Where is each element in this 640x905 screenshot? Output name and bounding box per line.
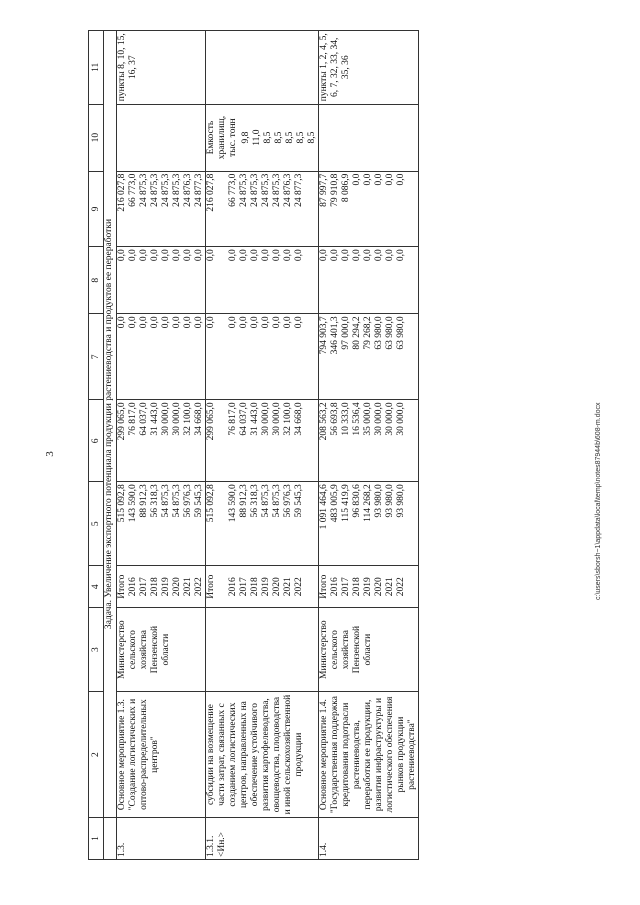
- row-col7-value: 63 980,0: [374, 316, 384, 350]
- row-col9-value: 66 773,0: [228, 173, 238, 207]
- row-col8: [206, 247, 319, 314]
- row-col9-value: 24 876,3: [283, 173, 293, 207]
- row-col9-value: 24 875,3: [161, 173, 171, 207]
- indicator-value: 8,5: [285, 131, 295, 144]
- row-points: пункты 8, 10, 15, 16, 37: [117, 31, 206, 105]
- row-col7-value: 0,0: [206, 316, 216, 329]
- row-col8-value: 0,0: [128, 249, 138, 262]
- row-col8-value: 0,0: [341, 249, 351, 262]
- row-years-value: 2021: [385, 577, 395, 597]
- row-col7-value: 346 401,3: [330, 316, 340, 355]
- row-col9-value: 66 773,0: [128, 173, 138, 207]
- row-years-value: 2019: [363, 577, 373, 597]
- header-col-3: 3: [89, 608, 104, 692]
- row-total-funding: [206, 482, 319, 566]
- row-col7-value: 0,0: [294, 316, 304, 329]
- row-col7: [117, 314, 206, 400]
- row-col7-value: 0,0: [161, 316, 171, 329]
- row-col7-value: 794 903,7: [319, 316, 329, 355]
- row-col6-value: 208 563,2: [319, 402, 329, 441]
- row-col9-value: 24 875,3: [150, 173, 160, 207]
- row-col7-value: 63 980,0: [396, 316, 406, 350]
- row-col7-value: [217, 316, 228, 397]
- task-empty-col: [104, 818, 117, 860]
- indicator-value: 8,5: [274, 131, 284, 144]
- row-total-funding-value: 56 318,3: [250, 484, 260, 518]
- header-col-2: 2: [89, 692, 104, 818]
- row-col8-value: 0,0: [206, 249, 216, 262]
- row-col7: [206, 314, 319, 400]
- row-col8-value: 0,0: [183, 249, 193, 262]
- row-years-value: 2020: [374, 577, 384, 597]
- row-total-funding-value: 59 545,3: [194, 484, 204, 518]
- task-row: [104, 31, 117, 860]
- header-col-6: 6: [89, 400, 104, 482]
- row-number: 1.3.: [117, 818, 206, 860]
- row-col7-value: 0,0: [128, 316, 138, 329]
- row-total-funding-value: 483 005,9: [330, 484, 340, 523]
- row-col9: [206, 171, 319, 247]
- row-col6-value: 299 065,0: [206, 402, 216, 441]
- footer-path: c:\users\sborsh~1\appdata\local\temp\notes87944b\608-m.docx: [595, 402, 602, 600]
- row-col7-value: 0,0: [117, 316, 127, 329]
- table-row: [206, 31, 319, 860]
- row-col9-value: 24 876,3: [183, 173, 193, 207]
- row-col7-value: 0,0: [139, 316, 149, 329]
- row-col10: [319, 104, 419, 171]
- row-years-value: 2021: [183, 577, 193, 597]
- indicator-value: 8,5: [263, 131, 273, 144]
- row-years-value: 2017: [341, 577, 351, 597]
- row-col8-value: 0,0: [117, 249, 127, 262]
- indicator-value: 9,8: [241, 131, 251, 144]
- row-total-funding-value: 96 830,6: [352, 484, 362, 518]
- row-col9-value: [217, 174, 228, 245]
- row-col8-value: 0,0: [150, 249, 160, 262]
- row-points: пункты 1, 2, 4, 5, 6, 7, 32, 33, 34, 35, 36: [319, 31, 419, 105]
- row-col9-value: 0,0: [374, 173, 384, 186]
- row-name: Основное мероприятие 1.4. "Государственная поддержка кредитования подотрасли растениеводства, переработки ее продукции, развития инфраструктуры и логистического обеспечения рынков продукции растениеводства": [319, 692, 419, 818]
- row-col8-value: 0,0: [385, 249, 395, 262]
- row-years-value: 2019: [261, 577, 271, 597]
- header-col-5: 5: [89, 482, 104, 566]
- row-col8-value: 0,0: [261, 249, 271, 262]
- row-col9-value: 24 875,3: [172, 173, 182, 207]
- row-years-value: Итого: [206, 574, 216, 599]
- rotated-table-wrapper: [88, 30, 633, 860]
- indicator-value: 8,5: [296, 131, 306, 144]
- row-col7-value: 0,0: [239, 316, 249, 329]
- row-total-funding-value: 93 980,0: [396, 484, 406, 518]
- row-total-funding-value: 93 980,0: [385, 484, 395, 518]
- row-col6-value: 31 443,0: [150, 402, 160, 436]
- row-col6-value: 64 037,0: [139, 402, 149, 436]
- row-name: Основное мероприятие 1.3. "Создание логистических и оптово-распределительных центров": [117, 692, 206, 818]
- row-col7-value: 0,0: [272, 316, 282, 329]
- row-col7-value: 0,0: [150, 316, 160, 329]
- row-col10: [117, 104, 206, 171]
- row-col8-value: 0,0: [161, 249, 171, 262]
- row-col6-value: 35 000,0: [363, 402, 373, 436]
- row-col6-value: 56 693,8: [330, 402, 340, 436]
- row-col7-value: 97 000,0: [341, 316, 351, 350]
- row-years-value: Итого: [117, 574, 127, 599]
- row-col6-value: 32 100,0: [183, 402, 193, 436]
- row-number: 1.4.: [319, 818, 419, 860]
- row-col7: [319, 314, 419, 400]
- header-col-7: 7: [89, 314, 104, 400]
- row-total-funding-value: 56 976,3: [283, 484, 293, 518]
- row-col6-value: 30 000,0: [161, 402, 171, 436]
- row-col6-value: 10 333,0: [341, 402, 351, 436]
- row-years-value: 2018: [250, 577, 260, 597]
- row-total-funding-value: 54 875,3: [261, 484, 271, 518]
- row-col6-value: 76 817,0: [128, 402, 138, 436]
- row-col9-value: 0,0: [352, 173, 362, 186]
- row-col7-value: 0,0: [283, 316, 293, 329]
- row-total-funding: [117, 482, 206, 566]
- row-years-value: 2020: [272, 577, 282, 597]
- row-col9-value: 24 875,3: [239, 173, 249, 207]
- row-col8-value: 0,0: [396, 249, 406, 262]
- row-years-value: 2019: [161, 577, 171, 597]
- row-number: 1.3.1. <Ин.>: [206, 818, 319, 860]
- header-col-4: 4: [89, 566, 104, 608]
- row-total-funding-value: 1 091 464,6: [319, 484, 329, 530]
- row-col6-value: 30 000,0: [374, 402, 384, 436]
- row-total-funding-value: 56 318,3: [150, 484, 160, 518]
- row-col9-value: 0,0: [396, 173, 406, 186]
- header-col-9: 9: [89, 171, 104, 247]
- row-col6-value: 30 000,0: [272, 402, 282, 436]
- row-years-value: [217, 568, 228, 605]
- row-total-funding-value: 88 912,3: [239, 484, 249, 518]
- row-years-value: 2016: [228, 577, 238, 597]
- row-col8-value: 0,0: [139, 249, 149, 262]
- row-col8-value: 0,0: [239, 249, 249, 262]
- row-col7-value: 80 294,2: [352, 316, 362, 350]
- row-col8-value: 0,0: [228, 249, 238, 262]
- row-executor: Министерство сельского хозяйства Пензенской области: [117, 608, 206, 692]
- task-title: Задача. Увеличение экспортного потенциала продукции растениеводства и продуктов ее переработки: [104, 31, 117, 818]
- row-total-funding-value: 115 419,9: [341, 484, 351, 522]
- row-total-funding-value: [217, 484, 228, 563]
- row-col6-value: 30 000,0: [172, 402, 182, 436]
- row-col9-value: 216 027,8: [206, 173, 216, 212]
- row-col6-value: 30 000,0: [396, 402, 406, 436]
- row-years: [206, 566, 319, 608]
- row-years-value: 2016: [128, 577, 138, 597]
- row-years-value: 2018: [150, 577, 160, 597]
- row-col9-value: 24 875,3: [250, 173, 260, 207]
- page-number: 3: [43, 451, 56, 457]
- row-years-value: 2017: [139, 577, 149, 597]
- row-col6-value: 16 536,4: [352, 402, 362, 436]
- row-col9-value: 24 877,3: [294, 173, 304, 207]
- row-col8-value: 0,0: [194, 249, 204, 262]
- row-total-funding-value: 114 268,2: [363, 484, 373, 522]
- row-total-funding-value: 515 092,8: [206, 484, 216, 523]
- row-col9-value: 0,0: [385, 173, 395, 186]
- row-total-funding-value: 56 976,3: [183, 484, 193, 518]
- row-col9-value: 79 910,8: [330, 173, 340, 207]
- row-total-funding-value: 143 590,0: [128, 484, 138, 523]
- row-col9-value: 216 027,8: [117, 173, 127, 212]
- header-col-8: 8: [89, 247, 104, 314]
- row-total-funding-value: 515 092,8: [117, 484, 127, 523]
- row-col9: [117, 171, 206, 247]
- indicator-value: 11,0: [252, 129, 262, 146]
- row-years-value: 2016: [330, 577, 340, 597]
- row-years: [319, 566, 419, 608]
- row-points: [206, 31, 319, 105]
- row-col6-value: 31 443,0: [250, 402, 260, 436]
- row-col8-value: 0,0: [294, 249, 304, 262]
- table-row: [117, 31, 206, 860]
- row-col7-value: 0,0: [183, 316, 193, 329]
- row-col6: [319, 400, 419, 482]
- row-years-value: 2018: [352, 577, 362, 597]
- row-total-funding-value: 93 980,0: [374, 484, 384, 518]
- row-col9-value: 24 877,3: [194, 173, 204, 207]
- row-name: субсидии на возмещение части затрат, связанных с созданием логистических центров, направленных на обеспечение устойчивого развития картофелеводства, овощеводства, плодоводства и иной сельскохозяйственной продукции: [206, 692, 319, 818]
- row-col8-value: 0,0: [319, 249, 329, 262]
- row-years-value: 2020: [172, 577, 182, 597]
- header-col-11: 11: [89, 31, 104, 105]
- row-col9-value: 24 875,3: [139, 173, 149, 207]
- row-col6-value: 30 000,0: [385, 402, 395, 436]
- row-col7-value: 0,0: [250, 316, 260, 329]
- header-col-10: 10: [89, 104, 104, 171]
- header-row: [89, 31, 104, 860]
- row-total-funding-value: 54 875,3: [172, 484, 182, 518]
- row-col9-value: 87 997,7: [319, 173, 329, 207]
- row-col6: [206, 400, 319, 482]
- row-col7-value: 63 980,0: [385, 316, 395, 350]
- row-col6-value: 299 065,0: [117, 402, 127, 441]
- row-total-funding: [319, 482, 419, 566]
- row-col6-value: 30 000,0: [261, 402, 271, 436]
- row-col9-value: 24 875,3: [272, 173, 282, 207]
- row-col6-value: 32 100,0: [283, 402, 293, 436]
- row-col8: [117, 247, 206, 314]
- row-col8-value: 0,0: [283, 249, 293, 262]
- row-col8: [319, 247, 419, 314]
- indicator-value: 8,5: [307, 131, 317, 144]
- row-col9-value: 8 086,9: [341, 173, 351, 203]
- row-col6-value: 64 037,0: [239, 402, 249, 436]
- row-executor: [206, 608, 319, 692]
- row-years-value: 2021: [283, 577, 293, 597]
- row-col10: [206, 104, 319, 171]
- row-years: [117, 566, 206, 608]
- row-col6-value: [217, 402, 228, 479]
- row-col7-value: 0,0: [261, 316, 271, 329]
- row-col8-value: 0,0: [272, 249, 282, 262]
- indicator-label: Емкость хранилищ, тыс. тонн: [206, 115, 238, 160]
- row-col8-value: 0,0: [330, 249, 340, 262]
- row-total-funding-value: 59 545,3: [294, 484, 304, 518]
- row-years-value: Итого: [319, 574, 329, 599]
- row-col9-value: 0,0: [363, 173, 373, 186]
- row-col6: [117, 400, 206, 482]
- row-years-value: 2022: [294, 577, 304, 597]
- row-col8-value: 0,0: [374, 249, 384, 262]
- program-table: [88, 30, 419, 860]
- row-total-funding-value: 143 590,0: [228, 484, 238, 523]
- row-col7-value: 0,0: [172, 316, 182, 329]
- row-years-value: 2022: [396, 577, 406, 597]
- row-col9-value: 24 875,3: [261, 173, 271, 207]
- table-row: [319, 31, 419, 860]
- row-col8-value: 0,0: [363, 249, 373, 262]
- row-col8-value: 0,0: [250, 249, 260, 262]
- row-years-value: 2017: [239, 577, 249, 597]
- row-executor: Министерство сельского хозяйства Пензенской области: [319, 608, 419, 692]
- row-col9: [319, 171, 419, 247]
- row-col8-value: 0,0: [352, 249, 362, 262]
- row-col7-value: 0,0: [194, 316, 204, 329]
- row-col8-value: 0,0: [172, 249, 182, 262]
- row-col6-value: 34 668,0: [194, 402, 204, 436]
- row-col6-value: 34 668,0: [294, 402, 304, 436]
- row-total-funding-value: 54 875,3: [272, 484, 282, 518]
- row-col8-value: [217, 249, 228, 311]
- row-years-value: 2022: [194, 577, 204, 597]
- header-col-1: 1: [89, 818, 104, 860]
- row-total-funding-value: 54 875,3: [161, 484, 171, 518]
- row-col7-value: 0,0: [228, 316, 238, 329]
- row-col7-value: 79 268,2: [363, 316, 373, 350]
- row-total-funding-value: 88 912,3: [139, 484, 149, 518]
- row-col6-value: 76 817,0: [228, 402, 238, 436]
